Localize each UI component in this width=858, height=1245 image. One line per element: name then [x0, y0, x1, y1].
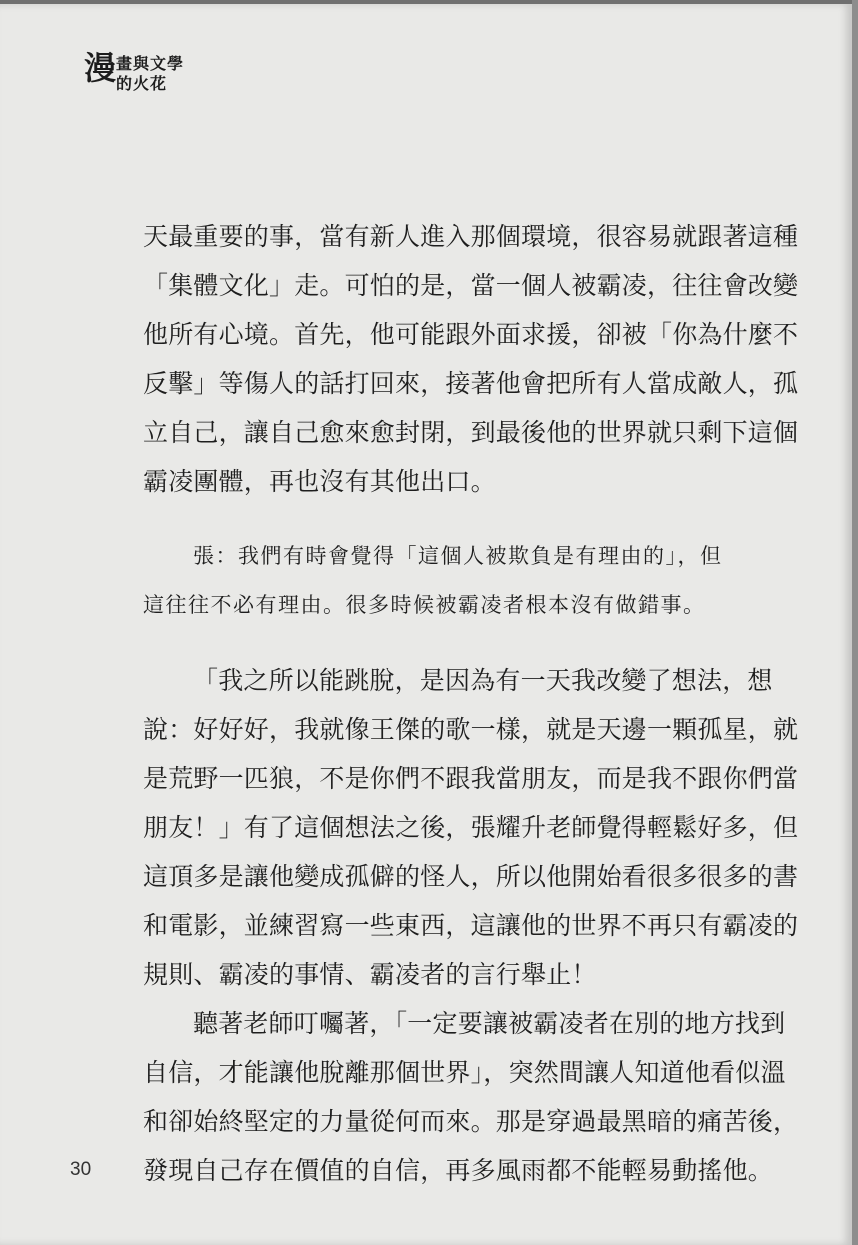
- running-head-big-char: 漫: [84, 49, 117, 87]
- body-text: [143, 212, 799, 1195]
- running-head-line-2: 的火花: [116, 74, 168, 93]
- text-line: 規則、霸凌的事情、霸凌者的言行舉止！: [143, 960, 597, 989]
- text-line: 霸凌團體，再也沒有其他出口。: [143, 467, 496, 496]
- dialog-quote: [143, 532, 783, 630]
- text-line: 這頂多是讓他變成孤僻的怪人，所以他開始看很多很多的書: [143, 862, 799, 891]
- text-line: 朋友！」有了這個想法之後，張耀升老師覺得輕鬆好多，但: [143, 813, 799, 842]
- text-line: 聽著老師叮囑著，「一定要讓被霸凌者在別的地方找到: [193, 1009, 786, 1038]
- paragraph-1: [143, 212, 799, 506]
- text-line: 張：我們有時會覺得「這個人被欺負是有理由的」，但: [193, 544, 723, 568]
- text-line: 說：好好好，我就像王傑的歌一樣，就是天邊一顆孤星，就: [143, 715, 799, 744]
- text-line: 自信，才能讓他脫離那個世界」，突然間讓人知道他看似溫: [143, 1058, 786, 1087]
- text-line: 是荒野一匹狼，不是你們不跟我當朋友，而是我不跟你們當: [143, 764, 799, 793]
- text-line: 和卻始終堅定的力量從何而來。那是穿過最黑暗的痛苦後，: [143, 1107, 799, 1136]
- page-number: 30: [70, 1159, 92, 1180]
- paragraph-gap: [143, 630, 783, 656]
- text-line: 他所有心境。首先，他可能跟外面求援，卻被「你為什麼不: [143, 320, 799, 349]
- text-line: 天最重要的事，當有新人進入那個環境，很容易就跟著這種: [143, 222, 799, 251]
- page-edge: [852, 0, 858, 1245]
- text-line: 「集體文化」走。可怕的是，當一個人被霸凌，往往會改變: [143, 271, 799, 300]
- book-page: [0, 4, 852, 1245]
- running-head-line-1: 畫與文學: [116, 54, 185, 73]
- running-head: [84, 44, 204, 104]
- text-line: 反擊」等傷人的話打回來，接著他會把所有人當成敵人，孤: [143, 369, 799, 398]
- paragraph-2: [143, 656, 799, 999]
- text-line: 發現自己存在價值的自信，再多風雨都不能輕易動搖他。: [143, 1156, 774, 1185]
- text-line: 這往往不必有理由。很多時候被霸凌者根本沒有做錯事。: [143, 593, 706, 617]
- paragraph-3: [143, 999, 799, 1195]
- paragraph-gap: [143, 506, 783, 532]
- text-line: 立自己，讓自己愈來愈封閉，到最後他的世界就只剩下這個: [143, 418, 799, 447]
- text-line: 「我之所以能跳脫，是因為有一天我改變了想法，想: [193, 666, 773, 695]
- text-line: 和電影，並練習寫一些東西，這讓他的世界不再只有霸凌的: [143, 911, 799, 940]
